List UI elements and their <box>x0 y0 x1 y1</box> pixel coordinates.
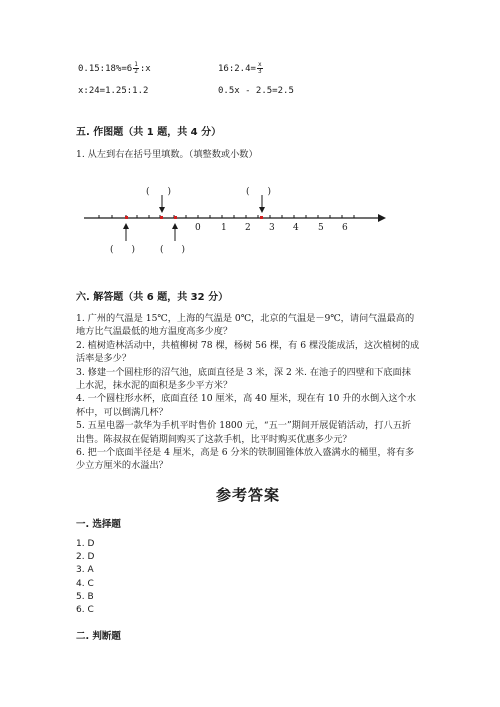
tick-label-1: 1 <box>221 223 227 233</box>
answer-item: 4. C <box>76 578 94 589</box>
red-marker <box>160 216 163 219</box>
answer-item: 6. C <box>76 605 94 616</box>
red-marker <box>125 216 128 219</box>
answer-list <box>76 538 94 617</box>
tick-label-2: 2 <box>245 223 251 233</box>
tick-label-6: 6 <box>342 223 348 233</box>
equation-1 <box>78 62 151 75</box>
up-arrow-head-icon <box>123 223 129 229</box>
answer-item: 3. A <box>76 565 94 576</box>
problem-item: 6. 把一个底面半径是 4 厘米，高是 6 分米的铁制圆锥体放入盛满水的桶里，将有多少立方厘米的水溢出？ <box>76 447 415 472</box>
tick-label-5: 5 <box>318 223 324 233</box>
section-5-question: 1. 从左到右在括号里填数。（填整数或小数） <box>76 149 258 160</box>
tick-label-0: 0 <box>195 223 201 233</box>
red-marker <box>260 216 263 219</box>
section-6-heading: 六. 解答题（共 6 题，共 32 分） <box>76 292 229 303</box>
section-5-heading: 五. 作图题（共 1 题，共 4 分） <box>76 127 222 138</box>
tick-label-3: 3 <box>269 223 275 233</box>
answer-item: 5. B <box>76 591 94 602</box>
equation-4: 0.5x - 2.5=2.5 <box>218 86 294 96</box>
top-blank-2: ( ) <box>246 187 272 197</box>
equation-2 <box>218 62 264 75</box>
problem-item: 4. 一个圆柱形水杯，底面直径 10 厘米，高 40 厘米，现在有 10 升的水倒入这个水杯中，可以倒满几杯？ <box>76 393 416 418</box>
answer-item: 2. D <box>76 552 95 563</box>
equation-1-prefix: 0.15:18%=6 <box>78 64 133 74</box>
problem-item: 2. 植树造林活动中，共植柳树 78 棵，杨树 56 棵，有 6 棵没能成活，这次植树的成活率是多少？ <box>76 339 420 365</box>
problem-item: 1. 广州的气温是 15℃，上海的气温是 0℃，北京的气温是－9℃，请问气温最高的地方比气温最低的地方温度高多少度？ <box>76 313 415 338</box>
down-arrow-head-icon <box>259 207 265 213</box>
equation-3: x:24=1.25:1.2 <box>78 86 149 96</box>
top-blank-1: ( ) <box>146 187 172 197</box>
problem-item: 3. 修建一个圆柱形的沼气池，底面直径是 3 米，深 2 米. 在池子的四壁和下底面抹上水泥，抹水泥的面积是多少平方米？ <box>76 366 411 392</box>
bottom-blank-1: ( ) <box>110 245 136 255</box>
problem-item: 5. 五星电器一款华为手机平时售价 1800 元，“五一”期间开展促销活动，打八五折出售。陈叔叔在促销期间购买了这款手机，比平时购买优惠多少元？ <box>76 420 412 445</box>
fraction-x-over-3: $\frac{x}{3}$ <box>257 61 262 75</box>
answer-section-1-heading: 一. 选择题 <box>76 519 121 530</box>
equation-1-suffix: :x <box>139 64 151 74</box>
fraction-one-half: $\frac{1}{2}$ <box>134 61 138 75</box>
bottom-blank-2: ( ) <box>160 245 186 255</box>
up-arrow-head-icon <box>172 223 178 229</box>
tick-label-4: 4 <box>293 223 299 233</box>
problem-list <box>76 312 420 473</box>
answer-section-2-heading: 二. 判断题 <box>76 631 121 642</box>
answer-key-title: 参考答案 <box>216 486 281 504</box>
arrow-right-icon <box>378 214 386 222</box>
equation-2-prefix: 16:2.4= <box>218 64 256 74</box>
red-marker <box>174 216 177 219</box>
answer-item: 1. D <box>76 539 95 549</box>
down-arrow-head-icon <box>159 207 165 213</box>
